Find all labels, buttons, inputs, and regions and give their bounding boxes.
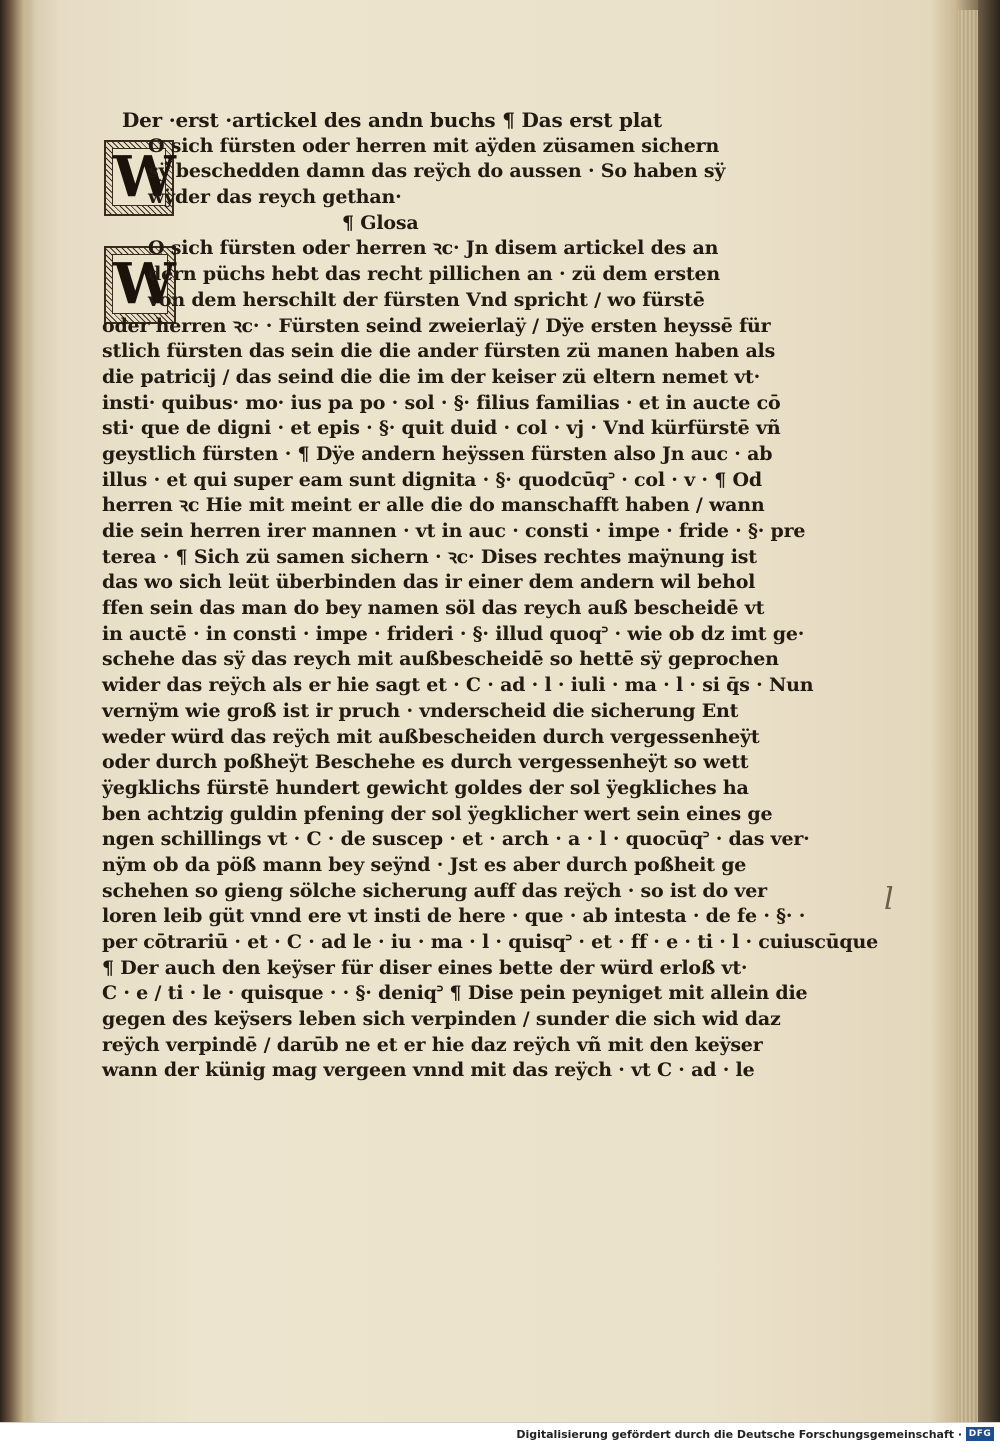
text-line: schehe das sÿ das reych mit außbescheidē so hettē sÿ geprochen: [102, 648, 779, 671]
running-header: Der ·erst ·artickel des andn buchs ¶ Das erst plat: [122, 108, 662, 132]
text-line: stlich fürsten das sein die die ander fürsten zü manen haben als: [102, 340, 776, 363]
text-line: terea · ¶ Sich zü samen sichern · ꝛc· Dises rechtes maÿnung ist: [102, 545, 757, 568]
text-line: O sich fürsten oder herren ꝛc· Jn disem artickel des an: [148, 237, 719, 260]
text-line: ffen sein das man do bey namen söl das reych auß bescheidē vt: [102, 597, 765, 620]
text-line: reÿch verpindē / darūb ne et er hie daz reÿch vñ mit den keÿser: [102, 1033, 763, 1056]
text-line: wann der künig mag vergeen vnnd mit das reÿch · vt C · ad · le: [102, 1059, 755, 1082]
text-line: per cōtrariū · et · C · ad le · iu · ma · l · quisq꜄ · et · ff · e · ti · l · cuiuscūque: [102, 931, 878, 953]
text-line: loren leib güt vnnd ere vt insti de here · que · ab intesta · de fe · §· ·: [102, 905, 806, 928]
text-line: sÿ beschedden damn das reÿch do aussen · So haben sÿ: [148, 160, 726, 183]
text-line: C · e / ti · le · quisque · · §· deniq꜄ ¶ Dise pein peyniget mit allein die: [102, 982, 808, 1005]
section-title: ¶ Glosa: [342, 211, 419, 234]
right-shadow: [978, 0, 1000, 1422]
page-edges: [958, 10, 980, 1422]
text-line: herren ꝛc Hie mit meint er alle die do manschafft haben / wann: [102, 494, 765, 517]
text-line: dern püchs hebt das recht pillichen an · zü dem ersten: [148, 263, 720, 286]
text-line: die patricij / das seind die die im der keiser zü eltern nemet vt·: [102, 365, 761, 388]
decorated-initial: W: [104, 140, 174, 216]
text-line: geystlich fürsten · ¶ Dÿe andern heÿssen fürsten also Jn auc · ab: [102, 442, 773, 465]
margin-note: l: [884, 882, 894, 917]
funding-notice: Digitalisierung gefördert durch die Deutsche Forschungsgemeinschaft ·: [516, 1428, 962, 1441]
text-line: ben achtzig guldin pfening der sol ÿegklicher wert sein eines ge: [102, 802, 773, 825]
text-line: insti· quibus· mo· ius pa po · sol · §· filius familias · et in aucte cō: [102, 391, 781, 414]
text-line: schehen so gieng sölche sicherung auff das reÿch · so ist do ver: [102, 879, 767, 902]
text-line: in auctē · in consti · impe · frideri · §· illud quoq꜄ · wie ob dz imt ge·: [102, 622, 805, 645]
text-line: von dem herschilt der fürsten Vnd spricht / wo fürstē: [148, 288, 705, 311]
text-line: oder herren ꝛc· · Fürsten seind zweierlaÿ / Dÿe ersten heyssē für: [102, 314, 771, 337]
binding-shadow: [0, 0, 36, 1422]
text-line: die sein herren irer mannen · vt in auc · consti · impe · fride · §· pre: [102, 520, 806, 542]
text-line: ngen schillings vt · C · de suscep · et · arch · a · l · quocūq꜄ · das ver·: [102, 828, 810, 851]
text-line: ÿegklichs fürstē hundert gewicht goldes der sol ÿegkliches ha: [102, 776, 749, 799]
text-line: sti· que de digni · et epis · §· quit duid · col · vj · Vnd kürfürstē vñ: [102, 417, 781, 440]
text-line: weder würd das reÿch mit außbescheiden durch vergessenheÿt: [102, 725, 760, 748]
text-line: vernÿm wie groß ist ir pruch · vnderscheid die sicherung Ent: [102, 699, 739, 722]
text-line: gegen des keÿsers leben sich verpinden / sunder die sich wid daz: [102, 1008, 781, 1031]
text-line: oder durch poßheÿt Beschehe es durch vergessenheÿt so wett: [102, 751, 749, 774]
text-line: ¶ Der auch den keÿser für diser eines bette der würd erloß vt·: [102, 956, 748, 979]
decorated-initial: W: [104, 246, 176, 324]
footer-bar: [0, 1422, 1000, 1447]
text-block: [102, 108, 878, 1084]
text-line: illus · et qui super eam sunt dignita · §· quodcūq꜄ · col · v · ¶ Od: [102, 468, 762, 491]
text-line: das wo sich leüt überbinden das ir einer dem andern wil behol: [102, 571, 756, 594]
text-line: nÿm ob da pöß mann bey seÿnd · Jst es aber durch poßheit ge: [102, 853, 747, 876]
text-line: wider das reÿch als er hie sagt et · C · ad · l · iuli · ma · l · si q̄s · Nun: [102, 674, 814, 697]
dfg-logo: DFG: [966, 1427, 994, 1441]
text-line: wÿder das reych gethan·: [148, 186, 402, 209]
text-line: O sich fürsten oder herren mit aÿden züsamen sichern: [148, 134, 720, 157]
